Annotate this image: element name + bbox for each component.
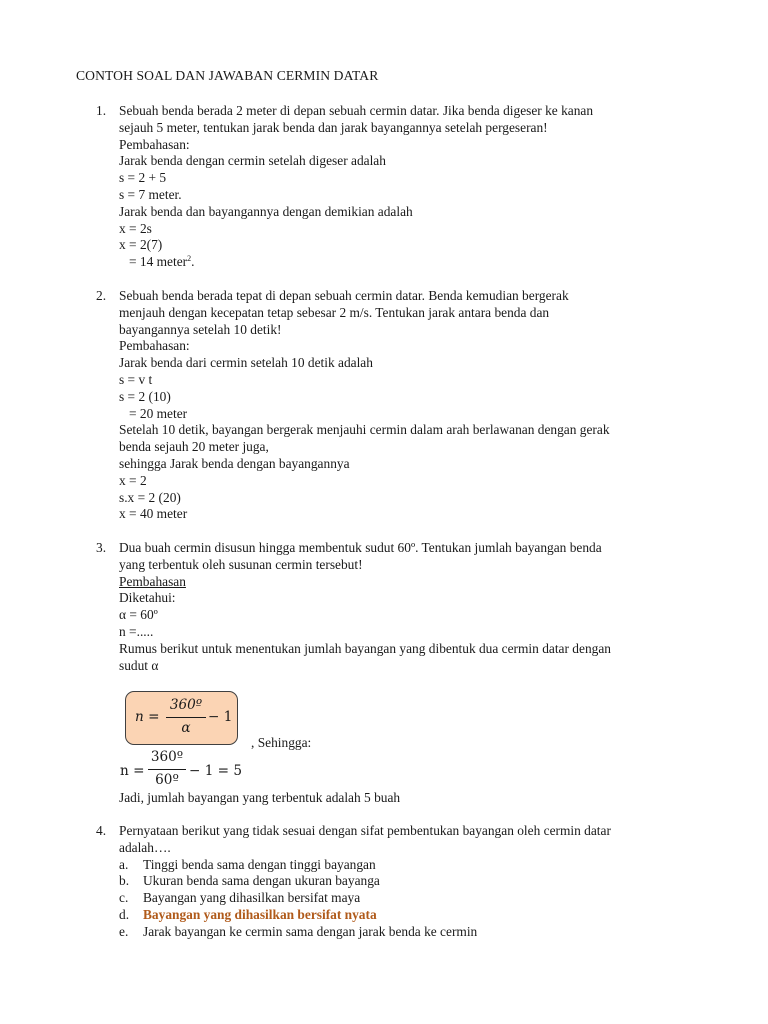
q1-line: s = 7 meter.: [119, 186, 182, 202]
question-4: [96, 823, 696, 941]
option-text-answer: Bayangan yang dihasilkan bersifat nyata: [143, 906, 377, 922]
q2-line: = 20 meter: [129, 405, 188, 421]
formula-denominator: α: [181, 720, 191, 736]
q4-line: adalah….: [119, 839, 171, 855]
formula-denominator: 60º: [155, 772, 179, 788]
q2-line: Jarak benda dari cermin setelah 10 detik adalah: [119, 355, 373, 371]
q3-line: α = 60º: [119, 607, 158, 623]
q2-line: s = 2 (10): [119, 388, 171, 404]
q2-line: s.x = 2 (20): [119, 489, 181, 505]
q1-line: Sebuah benda berada 2 meter di depan sebuah cermin datar. Jika benda digeser ke kanan: [119, 103, 594, 118]
option-text: Ukuran benda sama dengan ukuran bayanga: [143, 873, 380, 889]
q3-heading: Pembahasan: [119, 573, 186, 589]
q2-line: Setelah 10 detik, bayangan bergerak menjauhi cermin dalam arah berlawanan dengan gerak: [119, 422, 610, 438]
q2-line: Pembahasan:: [119, 338, 190, 354]
option-text: Bayangan yang dihasilkan bersifat maya: [143, 890, 361, 906]
q2-line: benda sejauh 20 meter juga,: [119, 439, 269, 455]
question-number: 1.: [96, 103, 107, 118]
option-e: [119, 924, 696, 941]
formula-numerator: 360º: [150, 749, 184, 765]
q2-line: bayangannya setelah 10 detik!: [119, 321, 282, 337]
q1-line: x = 2s: [119, 220, 152, 236]
formula-rhs: − 1: [208, 709, 233, 725]
formula-fraction: [166, 697, 206, 739]
q3-line: Rumus berikut untuk menentukan jumlah bayangan yang dibentuk dua cermin datar dengan: [119, 640, 611, 656]
question-2: [96, 288, 696, 523]
option-d: [119, 907, 696, 924]
option-b: [119, 873, 696, 890]
document-title: CONTOH SOAL DAN JAWABAN CERMIN DATAR: [76, 68, 379, 83]
q2-line: sehingga Jarak benda dengan bayangannya: [119, 455, 350, 471]
question-number: 4.: [96, 823, 107, 838]
q1-line: Jarak benda dengan cermin setelah digeser adalah: [119, 153, 386, 169]
formula-lhs: n =: [135, 709, 160, 725]
q2-line: x = 40 meter: [119, 506, 188, 522]
option-text: Jarak bayangan ke cermin sama dengan jarak benda ke cermin: [143, 923, 478, 939]
q3-line: sudut α: [119, 657, 159, 673]
q3-conclusion: Jadi, jumlah bayangan yang terbentuk adalah 5 buah: [119, 790, 401, 805]
option-letter: b.: [119, 873, 130, 889]
q2-line: Sebuah benda berada tepat di depan sebuah cermin datar. Benda kemudian bergerak: [119, 288, 569, 303]
option-c: [119, 890, 696, 907]
question-number: 2.: [96, 288, 107, 303]
fraction-bar: [148, 769, 186, 770]
question-number: 3.: [96, 540, 107, 555]
q3-line: n =.....: [119, 623, 154, 639]
q1-line: x = 2(7): [119, 237, 163, 253]
option-letter: e.: [119, 923, 129, 939]
fraction-bar: [166, 717, 206, 718]
formula-fraction: [148, 749, 186, 791]
q4-line: Pernyataan berikut yang tidak sesuai dengan sifat pembentukan bayangan oleh cermin datar: [119, 823, 611, 838]
formula-numerator: 360º: [169, 697, 203, 713]
q3-line: Diketahui:: [119, 590, 176, 606]
q1-line: s = 2 + 5: [119, 170, 167, 186]
formula-rhs: − 1 = 5: [189, 763, 243, 779]
formula-lhs: n =: [120, 763, 145, 779]
q3-line: yang terbentuk oleh susunan cermin tersebut!: [119, 556, 363, 572]
question-3: [96, 540, 696, 674]
q1-line: Jarak benda dan bayangannya dengan demikian adalah: [119, 203, 413, 219]
q2-line: menjauh dengan kecepatan tetap sebesar 2 m/s. Tentukan jarak antara benda dan: [119, 304, 550, 320]
option-letter: d.: [119, 906, 130, 922]
q1-result: = 14 meter$^2$.: [129, 254, 195, 270]
question-1: [96, 103, 696, 271]
q2-line: s = v t: [119, 371, 153, 387]
formula-box: [125, 691, 238, 745]
sehingga-text: , Sehingga:: [251, 735, 312, 750]
option-letter: a.: [119, 856, 129, 872]
q1-line: sejauh 5 meter, tentukan jarak benda dan jarak bayangannya setelah pergeseran!: [119, 119, 548, 135]
option-a: [119, 857, 696, 874]
q1-line: Pembahasan:: [119, 136, 190, 152]
option-text: Tinggi benda sama dengan tinggi bayangan: [143, 856, 376, 872]
q2-line: x = 2: [119, 472, 147, 488]
option-letter: c.: [119, 890, 129, 906]
q3-line: Dua buah cermin disusun hingga membentuk sudut 60º. Tentukan jumlah bayangan benda: [119, 540, 602, 555]
